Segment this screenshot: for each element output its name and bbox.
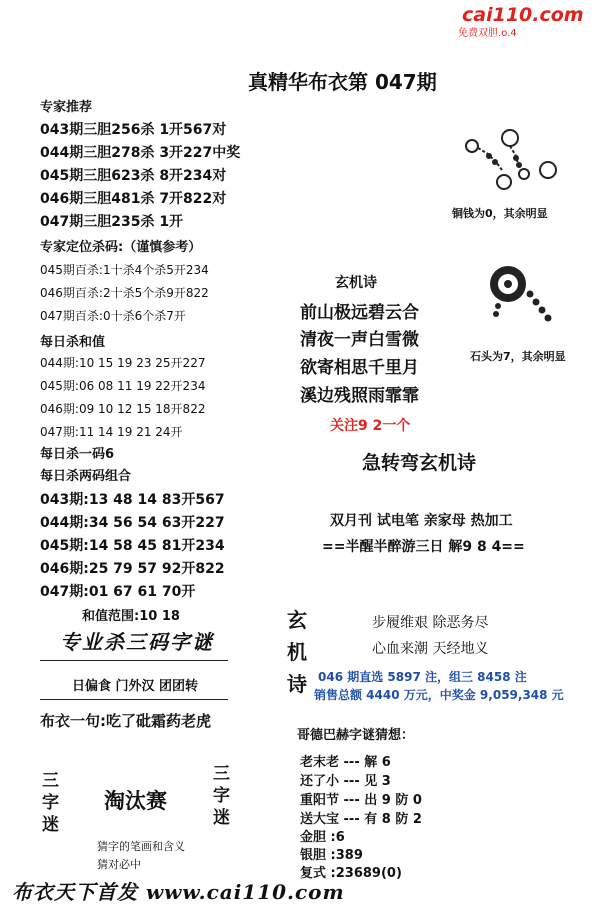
daily-two-line: 046期:25 79 57 92开822 — [40, 561, 225, 577]
goldbach-line: 还了小 --- 见 3 — [300, 774, 391, 789]
poem-line: 前山极远碧云合 — [300, 303, 419, 323]
footer-banner: 布衣天下首发 www.cai110.com — [12, 880, 345, 904]
daily-kill-one: 每日杀一码6 — [40, 447, 115, 462]
xuanji-line: 心血来潮 天经地义 — [372, 641, 489, 657]
stone-caption: 石头为7，其余明显 — [470, 350, 566, 363]
expert-line: 043期三胆256杀 1开567对 — [40, 122, 227, 138]
daily-sum-line: 046期:09 10 12 15 18开822 — [40, 402, 206, 416]
daily-two-line: 043期:13 48 14 83开567 — [40, 492, 225, 508]
goldbach-line: 银胆 :389 — [300, 848, 363, 863]
coin-icon — [502, 130, 518, 146]
sum-range: 和值范围:10 18 — [82, 609, 180, 624]
double-month-line: 双月刊 试电笔 亲家母 热加工 — [330, 513, 513, 529]
elimination-title: 淘汰赛 — [104, 789, 167, 813]
divider — [40, 699, 228, 700]
riddle-banner: 专业杀三码字谜 — [60, 630, 214, 654]
san-zi-mi-right: 三字迷 — [213, 764, 230, 828]
poem-line: 清夜一声白雪微 — [300, 330, 419, 350]
hint-text: 猜对必中 — [97, 858, 141, 871]
half-drunk-line: ==半醒半醉游三日 解9 8 4== — [322, 539, 525, 555]
xuanji-vertical: 玄机诗 — [287, 608, 307, 696]
poem-line: 溪边残照雨霏霏 — [300, 386, 419, 406]
sales-line: 046 期直选 5897 注，组三 8458 注 — [318, 670, 527, 684]
stone-illustration — [486, 262, 566, 328]
san-zi-mi-left: 三字迷 — [42, 771, 59, 835]
coin-icon — [519, 169, 529, 179]
hint-text: 猜字的笔画和含义 — [97, 840, 185, 853]
buyi-line: 布衣一句:吃了砒霜药老虎 — [40, 712, 211, 730]
sharp-turn-title: 急转弯玄机诗 — [362, 452, 477, 474]
expert-line: 044期三胆278杀 3开227中奖 — [40, 145, 241, 161]
follow-hint: 关注9 2一个 — [330, 418, 411, 434]
goldbach-line: 老末老 --- 解 6 — [300, 755, 391, 770]
coin-icon — [540, 162, 556, 178]
goldbach-line: 送大宝 --- 有 8 防 2 — [300, 812, 422, 827]
site-logo-subtitle: 免费双胆.o.4 — [458, 28, 517, 39]
position-kill-title: 专家定位杀码:（谨慎参考） — [40, 240, 202, 255]
riddle-text: 日偏食 门外汉 团团转 — [72, 679, 199, 694]
goldbach-line: 金胆 :6 — [300, 830, 345, 845]
xuanji-line: 步履维艰 除恶务尽 — [372, 615, 489, 631]
coins-caption: 铜钱为0，其余明显 — [452, 207, 548, 220]
position-kill-line: 047期百杀:0十杀6个杀7开 — [40, 309, 186, 323]
poem-line: 欲寄相思千里月 — [300, 358, 419, 378]
daily-sum-line: 045期:06 08 11 19 22开234 — [40, 379, 206, 393]
coins-illustration — [462, 124, 572, 198]
daily-sum-line: 047期:11 14 19 21 24开 — [40, 425, 183, 439]
daily-sum-title: 每日杀和值 — [40, 335, 106, 350]
site-logo: cai110.com — [462, 4, 584, 26]
daily-two-title: 每日杀两码组合 — [40, 469, 132, 484]
sales-line: 销售总额 4440 万元，中奖金 9,059,348 元 — [314, 688, 564, 702]
daily-two-line: 045期:14 58 45 81开234 — [40, 538, 225, 554]
coin-icon — [497, 175, 511, 189]
goldbach-line: 重阳节 --- 出 9 防 0 — [300, 793, 422, 808]
daily-two-line: 047期:01 67 61 70开 — [40, 584, 196, 600]
position-kill-line: 045期百杀:1十杀4个杀5开234 — [40, 263, 209, 277]
page-title: 真精华布衣第 047期 — [248, 70, 437, 94]
daily-sum-line: 044期:10 15 19 23 25开227 — [40, 356, 206, 370]
expert-line: 045期三胆623杀 8开234对 — [40, 168, 227, 184]
divider — [40, 660, 228, 661]
poem-title: 玄机诗 — [335, 275, 377, 291]
expert-line: 047期三胆235杀 1开 — [40, 214, 184, 230]
expert-line: 046期三胆481杀 7开822对 — [40, 191, 227, 207]
expert-title: 专家推荐 — [40, 100, 93, 115]
goldbach-line: 复式 :23689(0) — [300, 866, 402, 881]
daily-two-line: 044期:34 56 54 63开227 — [40, 515, 225, 531]
coin-icon — [466, 140, 478, 152]
position-kill-line: 046期百杀:2十杀5个杀9开822 — [40, 286, 209, 300]
goldbach-title: 哥德巴赫字谜猜想： — [297, 728, 415, 743]
